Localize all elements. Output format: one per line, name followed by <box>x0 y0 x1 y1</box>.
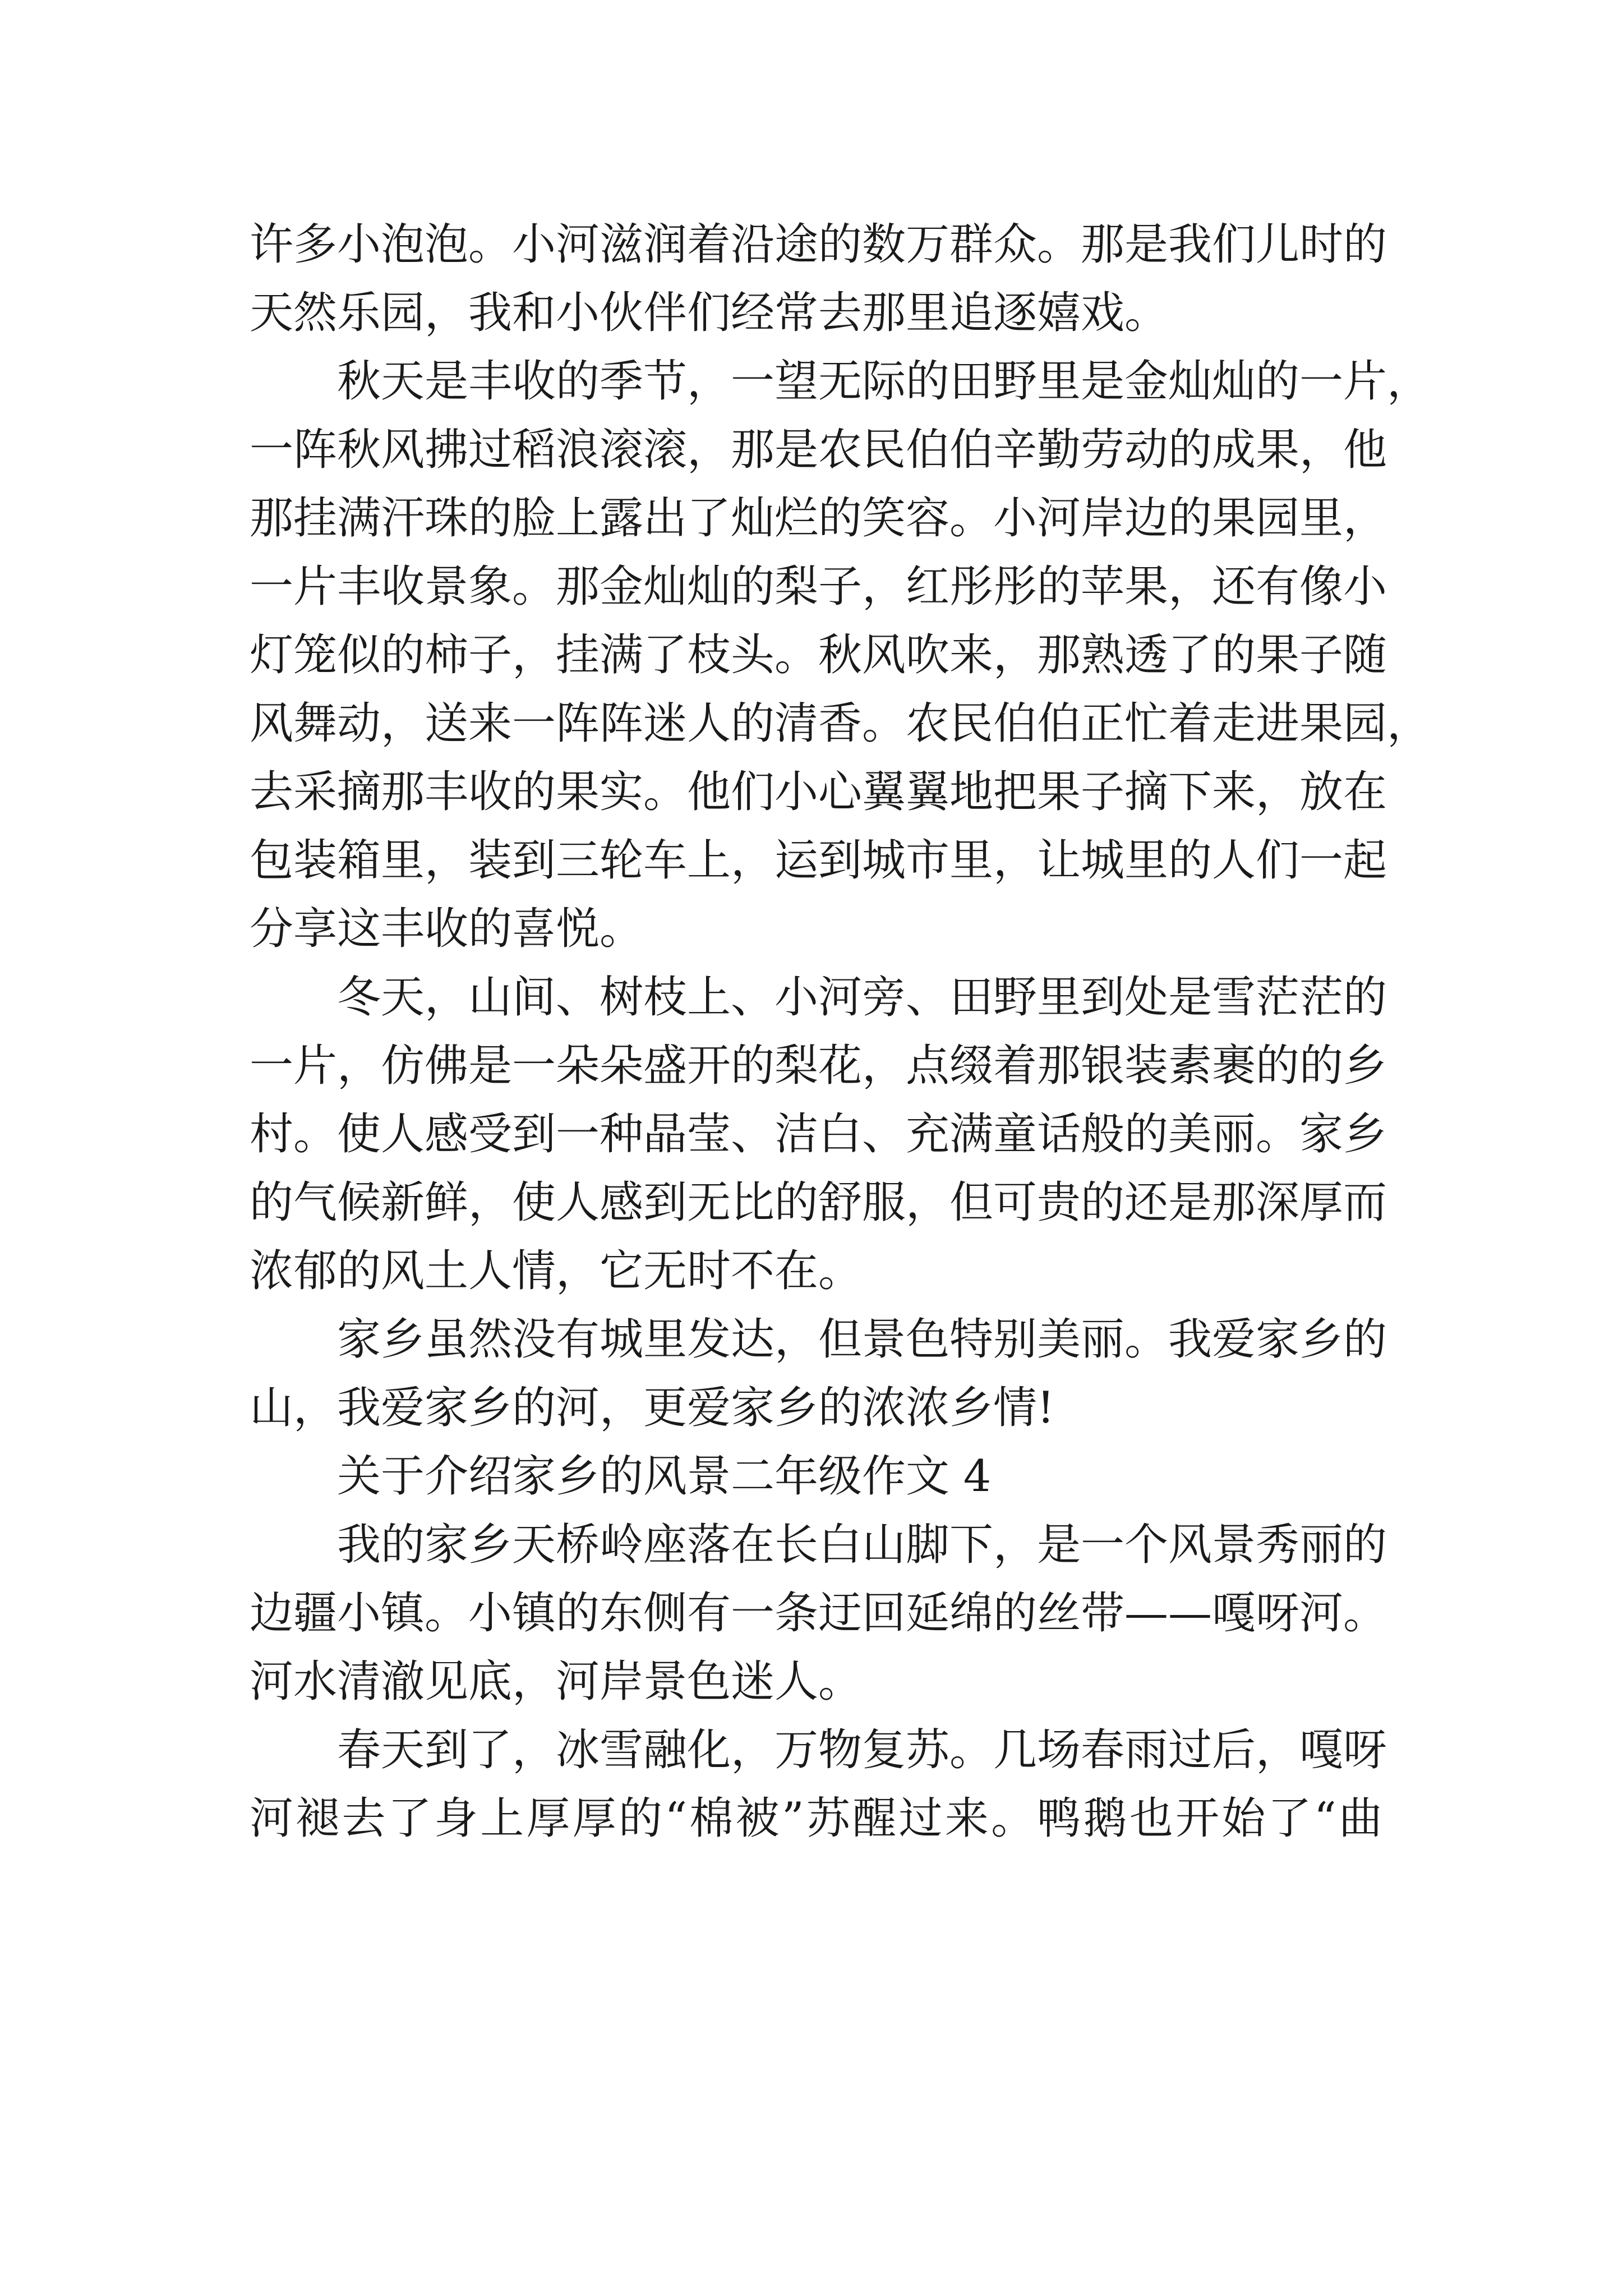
text-line-1: 许多小泡泡。小河滋润着沿途的数万群众。那是我们儿时的 <box>250 219 1387 270</box>
text-line-21: 边疆小镇。小镇的东侧有一条迂回延绵的丝带——嘎呀河。 <box>250 1588 1387 1639</box>
text-line-8: 风舞动，送来一阵阵迷人的清香。农民伯伯正忙着走进果园， <box>250 698 1431 749</box>
text-line-4: 一阵秋风拂过稻浪滚滚，那是农民伯伯辛勤劳动的成果，他 <box>250 425 1387 475</box>
text-line-10: 包装箱里，装到三轮车上，运到城市里，让城里的人们一起 <box>250 835 1387 886</box>
document-body <box>250 210 1431 1853</box>
text-line-23: 春天到了，冰雪融化，万物复苏。几场春雨过后，嘎呀 <box>337 1725 1387 1775</box>
text-line-13: 一片，仿佛是一朵朵盛开的梨花，点缀着那银装素裹的的乡 <box>250 1041 1387 1091</box>
text-line-2: 天然乐园，我和小伙伴们经常去那里追逐嬉戏。 <box>250 288 1169 338</box>
text-line-18: 山，我爱家乡的河，更爱家乡的浓浓乡情! <box>250 1383 1055 1433</box>
text-line-20: 我的家乡天桥岭座落在长白山脚下，是一个风景秀丽的 <box>337 1520 1387 1570</box>
text-line-12: 冬天，山间、树枝上、小河旁、田野里到处是雪茫茫的 <box>337 972 1387 1023</box>
text-line-5: 那挂满汗珠的脸上露出了灿烂的笑容。小河岸边的果园里， <box>250 493 1387 544</box>
section-heading: 关于介绍家乡的风景二年级作文 4 <box>337 1451 992 1502</box>
text-line-6: 一片丰收景象。那金灿灿的梨子，红彤彤的苹果，还有像小 <box>250 562 1387 612</box>
text-line-11: 分享这丰收的喜悦。 <box>250 904 644 954</box>
text-line-7: 灯笼似的柿子，挂满了枝头。秋风吹来，那熟透了的果子随 <box>250 630 1387 680</box>
text-line-3: 秋天是丰收的季节，一望无际的田野里是金灿灿的一片， <box>337 356 1431 407</box>
text-line-17: 家乡虽然没有城里发达，但景色特别美丽。我爱家乡的 <box>337 1314 1387 1365</box>
text-line-9: 去采摘那丰收的果实。他们小心翼翼地把果子摘下来，放在 <box>250 767 1387 817</box>
text-line-24: 河褪去了身上厚厚的“棉被”苏醒过来。鸭鹅也开始了“曲 <box>250 1793 1382 1844</box>
text-line-22: 河水清澈见底，河岸景色迷人。 <box>250 1657 863 1707</box>
text-line-16: 浓郁的风土人情，它无时不在。 <box>250 1246 863 1296</box>
text-line-15: 的气候新鲜，使人感到无比的舒服，但可贵的还是那深厚而 <box>250 1177 1387 1228</box>
text-line-14: 村。使人感受到一种晶莹、洁白、充满童话般的美丽。家乡 <box>250 1109 1387 1159</box>
